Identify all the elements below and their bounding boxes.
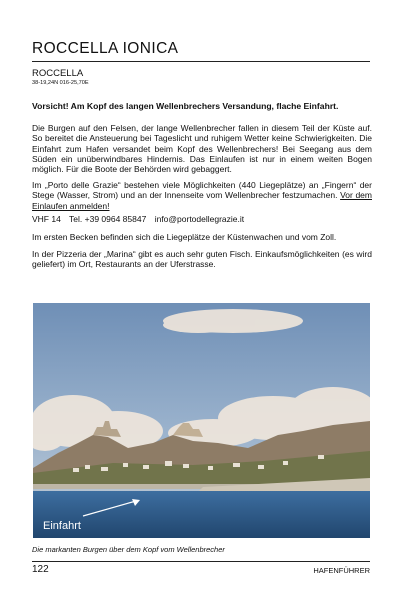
paragraph-berths-text: Im „Porto delle Grazie“ bestehen viele Möglichkeiten (440 Liegeplätze) an „Fingern“ der Stege (Wasser, Strom) und an der Innenseite vom Wellenbrecher festzumachen.	[32, 180, 372, 201]
section-name: HAFENFÜHRER	[313, 566, 370, 575]
contact-line	[32, 214, 372, 224]
title-divider	[32, 61, 370, 62]
harbour-photo	[33, 303, 370, 538]
paragraph-approach: Die Burgen auf den Felsen, der lange Wellenbrecher fallen in diesem Teil der Küste auf. So bereitet die Ansteuerung bei Tageslicht und ruhigem Wetter keine Schwierigkeiten. Die Einfahrt zum Hafen versandet beim Kopf des Wellenbrechers! Bei Seegang aus dem Süden ein unüberwindbares Hindernis. Das Einlaufen ist nur in einem weiten Bogen möglich. Für die Boote der Behörden wird gebaggert.	[32, 123, 372, 175]
paragraph-basin: Im ersten Becken befinden sich die Liegeplätze der Küstenwachen und vom Zoll.	[32, 232, 337, 242]
footer-divider	[32, 561, 370, 562]
page-number: 122	[32, 564, 49, 575]
harbour-photo-drawing	[33, 303, 370, 538]
paragraph-food: In der Pizzeria der „Marina“ gibt es auch sehr guten Fisch. Einkaufsmöglichkeiten (es wird geliefert) im Ort, Restaurants an der Uferstrasse.	[32, 249, 372, 270]
entrance-label: Einfahrt	[43, 520, 81, 532]
sea	[33, 491, 370, 538]
warning-text: Vorsicht! Am Kopf des langen Wellenbrechers Versandung, flache Einfahrt.	[32, 101, 339, 111]
location-name: ROCCELLA	[32, 68, 84, 79]
photo-caption: Die markanten Burgen über dem Kopf vom Wellenbrecher	[32, 545, 225, 554]
contact-phone: Tel. +39 0964 85847	[69, 214, 147, 224]
paragraph-berths	[32, 180, 372, 211]
contact-vhf: VHF 14	[32, 214, 61, 224]
location-coordinates: 38-19,24N 016-25,70E	[32, 80, 89, 86]
page-title: ROCCELLA IONICA	[32, 40, 179, 57]
contact-email: info@portodellegrazie.it	[154, 214, 245, 224]
paragraph-berths-notice: Vor dem Einlaufen anmelden!	[32, 190, 372, 211]
